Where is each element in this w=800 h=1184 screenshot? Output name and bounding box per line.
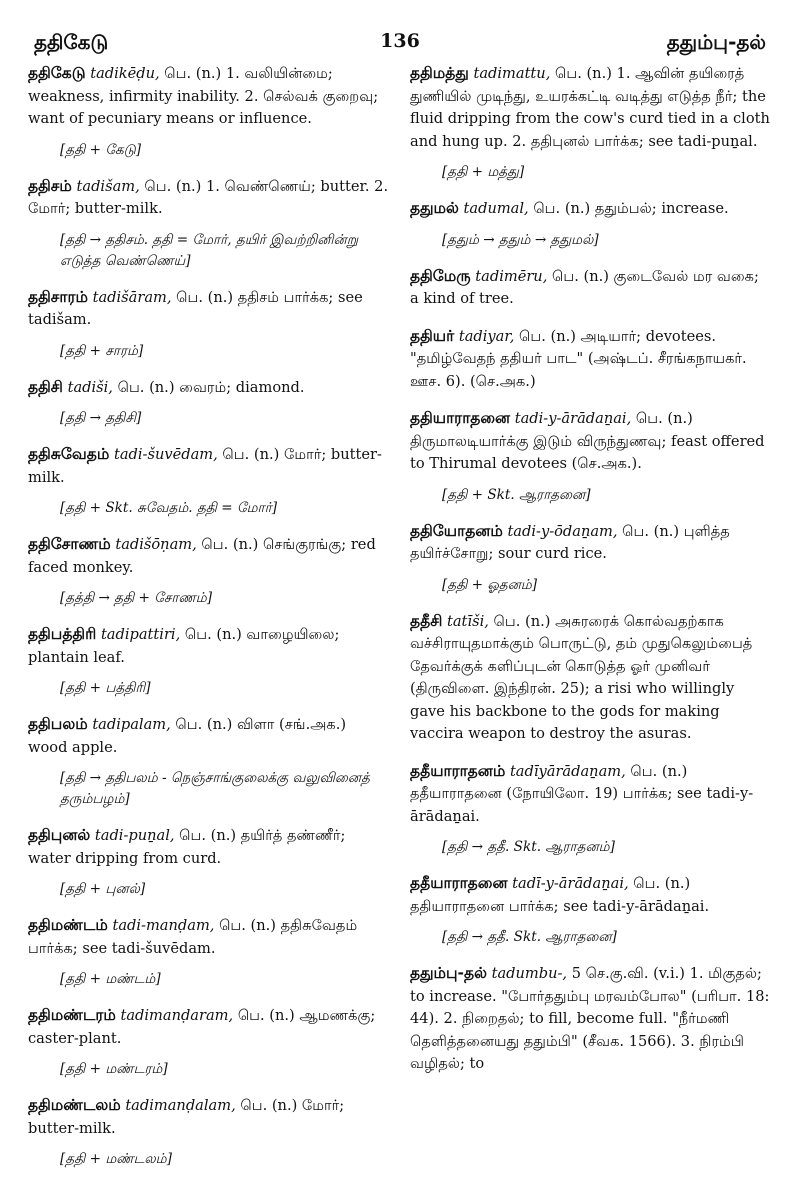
entry-etymology: [ததி + மண்டரம்] [60,1061,168,1077]
entry-headword: ததியர் [410,326,455,345]
dictionary-entry [28,175,390,272]
entry-etymology: [ததி + புனல்] [60,881,146,897]
entry-definition: பெ. (n.) ததிசுவேதம் பார்க்க; see tadi-šuvēdam. [28,917,358,957]
header-first-headword: ததிகேடு [34,30,109,54]
entry-etymology: [ததி → ததீ. Skt. ஆராதனம்] [442,839,615,855]
entry-text [28,713,390,759]
entry-headword: ததீயாராதனம் [410,761,506,780]
entry-definition: பெ. (n.) ததிசம் பார்க்க; see tadišam. [28,288,363,328]
page-header [28,22,772,62]
entry-headword: ததிமண்டம் [28,916,108,934]
entry-text [410,610,772,746]
entry-text [410,407,772,476]
entry-definition: பெ. (n.) குடைவேல் மர வகை; a kind of tree. [410,267,759,307]
left-column [28,62,390,1184]
dictionary-entry [28,62,390,161]
entry-definition: பெ. (n.) வைரம்; diamond. [117,378,305,396]
entry-definition: பெ. (n.) தயிர்த் தண்ணீர்; water dripping from curd. [28,827,346,867]
entry-definition: பெ. (n.) திருமாலடியார்க்கு இடும் விருந்துணவு; feast offered to Thirumal devotees (செ.அக.). [410,410,765,472]
entry-etymology: [தத்தி → ததி + சோணம்] [60,590,213,606]
entry-transliteration: tadimanḍaram, [120,1007,234,1024]
entry-headword: ததிமத்து [410,64,469,82]
entry-etymology: [ததி → ததிபலம் - நெஞ்சாங்குலைக்கு வலுவினைத் தரும்பழம்] [60,770,370,807]
entry-transliteration: tadumbu-, [491,965,568,982]
entry-headword: ததிசோணம் [28,535,111,553]
entry-text [28,824,390,870]
dictionary-entry [410,407,772,506]
columns [28,62,772,1184]
entry-text [28,1094,390,1140]
entry-etymology: [ததி → ததீ. Skt. ஆராதனை] [442,929,617,945]
entry-transliteration: tadi-y-ōdaṉam, [507,522,618,540]
entry-headword: ததிசம் [28,176,72,195]
entry-transliteration: tadimēru, [475,267,548,285]
entry-etymology: [ததி + Skt. ஆராதனை] [442,486,591,503]
entry-headword: ததிகேடு [28,64,86,82]
entry-transliteration: tadiyar, [458,327,515,345]
entry-text [410,197,772,221]
entry-transliteration: tadi-manḍam, [112,917,215,934]
entry-etymology: [ததி + Skt. சுவேதம். ததி = மோர்] [60,500,278,516]
dictionary-entry [28,376,390,430]
entry-transliteration: tadimattu, [473,65,551,82]
entry-text [410,325,772,394]
entry-text [410,265,772,311]
entry-definition: 5 செ.கு.வி. (v.i.) 1. மிகுதல்; to increase. "போர்ததும்பு மரவம்போல" (பரிபா. 18: 44). 2. நிறைதல்; to fill, become full. "நீர்மணி தெளித்தனையது ததும்பி" (சீவக. 1566). 3. நிரம்பி வழிதல்; to [410,965,770,1072]
entry-definition: பெ. (n.) 1. வெண்ணெய்; butter. 2. மோர்; butter-milk. [28,177,389,217]
entry-headword: ததிமண்டலம் [28,1096,121,1114]
dictionary-entry [28,623,390,699]
entry-text [28,1004,390,1050]
entry-etymology: [ததி + மண்டலம்] [60,1151,172,1167]
entry-etymology: [ததி + ஓதனம்] [442,576,538,593]
entry-definition: பெ. (n.) வாழையிலை; plantain leaf. [28,626,340,666]
entry-headword: ததிபுனல் [28,826,91,844]
entry-text [410,62,772,153]
entry-transliteration: tadipattiri, [100,626,181,643]
entry-etymology: [ததி + மத்து] [442,164,525,180]
dictionary-entry [28,443,390,519]
entry-etymology: [ததி + கேடு] [60,141,142,158]
header-last-headword: ததும்பு-தல் [666,30,766,54]
dictionary-entry [28,914,390,990]
entry-text [28,175,390,221]
entry-etymology: [ததி + மண்டம்] [60,971,161,987]
entry-definition: பெ. (n.) மோர்; butter-milk. [28,1097,345,1137]
dictionary-entry [28,1094,390,1170]
entry-headword: ததிமேரு [410,266,471,285]
entry-headword: ததீசி [410,611,443,630]
entry-headword: ததிபலம் [28,715,88,733]
dictionary-entry [410,962,772,1076]
dictionary-entry [28,286,390,362]
entry-transliteration: tadīyārādaṉam, [509,762,626,780]
entry-definition: பெ. (n.) ததியாராதனை பார்க்க; see tadi-y-ārādaṉai. [410,875,710,915]
entry-text [28,286,390,332]
entry-headword: ததிபத்திரி [28,625,97,643]
dictionary-entry [28,533,390,609]
entry-text [28,376,390,400]
entry-transliteration: tadimanḍalam, [125,1097,236,1114]
dictionary-entry [410,197,772,251]
dictionary-entry [410,520,772,596]
dictionary-entry [410,760,772,859]
entry-text [410,962,772,1076]
entry-etymology: [ததி + சாரம்] [60,342,144,359]
entry-text [28,623,390,669]
entry-definition: பெ. (n.) ததீயாராதனை (நோயிலோ. 19) பார்க்க; see tadi-y-ārādaṉai. [410,762,754,825]
entry-definition: பெ. (n.) புளித்த தயிர்ச்சோறு; sour curd rice. [410,522,730,562]
entry-transliteration: tadišam, [76,177,140,195]
entry-headword: ததிசி [28,377,63,396]
entry-text [28,914,390,960]
entry-definition: பெ. (n.) மோர்; butter-milk. [28,446,382,486]
entry-text [410,520,772,566]
entry-definition: பெ. (n.) அசுரரைக் கொல்வதற்காக வச்சிராயுதமாக்கும் பொருட்டு, தம் முதுகெலும்பைத் தேவர்க்குக் களிப்புடன் கொடுத்த ஓர் முனிவர் (திருவிளை. இந்திரன். 25); a risi who willingly gave his backbone to the gods for making vaccira weapon to destroy the asuras. [410,612,753,742]
entry-transliteration: tadumal, [463,200,529,217]
entry-headword: ததியாராதனை [410,409,511,427]
entry-headword: ததுமல் [410,199,459,217]
page-number: 136 [380,30,420,52]
entry-headword: ததிமண்டரம் [28,1006,116,1024]
entry-headword: ததிசாரம் [28,287,88,306]
entry-headword: ததும்பு-தல் [410,964,487,982]
entry-transliteration: tadi-y-ārādaṉai, [514,410,632,427]
right-column [410,62,772,1184]
dictionary-entry [410,62,772,183]
dictionary-entry [410,325,772,394]
entry-definition: பெ. (n.) செங்குரங்கு; red faced monkey. [28,536,376,576]
dictionary-entry [410,265,772,311]
entry-transliteration: tadišōṇam, [115,536,197,553]
dictionary-entry [28,824,390,900]
entry-transliteration: tadī-y-ārādaṉai, [512,875,629,892]
dictionary-entry [28,1004,390,1080]
entry-definition: பெ. (n.) ததும்பல்; increase. [533,200,729,217]
entry-text [28,62,390,131]
entry-etymology: [ததி → ததிசி] [60,410,142,426]
entry-etymology: [ததி + பத்திரி] [60,680,151,696]
entry-definition: பெ. (n.) அடியார்; devotees. "தமிழ்வேதந் ததியர் பாட" (அஷ்டப். சீரங்கநாயகர். ஊச. 6). (செ.அக.) [410,327,747,390]
entry-transliteration: tatīši, [446,612,489,630]
entry-transliteration: tadi-puṉal, [94,827,175,844]
entry-text [410,760,772,829]
entry-text [28,443,390,489]
entry-etymology: [ததும் → ததும் → ததுமல்] [442,231,599,248]
entry-definition: பெ. (n.) விளா (சங்.அக.) wood apple. [28,716,347,756]
entry-definition: பெ. (n.) ஆமணக்கு; caster-plant. [28,1007,376,1047]
entry-definition: பெ. (n.) 1. வலியின்மை; weakness, infirmity inability. 2. செல்வக் குறைவு; want of pecuniary means or influence. [28,65,379,127]
entry-text [28,533,390,579]
entry-definition: பெ. (n.) 1. ஆவின் தயிரைத் துணியில் முடிந்து, உயரக்கட்டி வடித்து எடுத்த நீர்; the fluid dripping from the cow's curd tied in a cloth and hung up. 2. ததிபுனல் பார்க்க; see tadi-puṉal. [410,65,770,150]
dictionary-entry [28,713,390,810]
entry-transliteration: tadiši, [67,378,113,396]
entry-headword: ததியோதனம் [410,521,503,540]
entry-text [410,872,772,918]
dictionary-entry [410,872,772,948]
entry-transliteration: tadišāram, [92,288,172,306]
entry-transliteration: tadi-šuvēdam, [113,446,218,463]
entry-headword: ததிசுவேதம் [28,445,110,463]
entry-headword: ததீயாராதனை [410,874,508,892]
entry-transliteration: tadipalam, [92,716,171,733]
entry-etymology: [ததி → ததிசம். ததி = மோர், தயிர் இவற்றினின்று எடுத்த வெண்ணெய்] [60,231,359,269]
dictionary-entry [410,610,772,746]
entry-transliteration: tadikēḍu, [90,65,160,82]
